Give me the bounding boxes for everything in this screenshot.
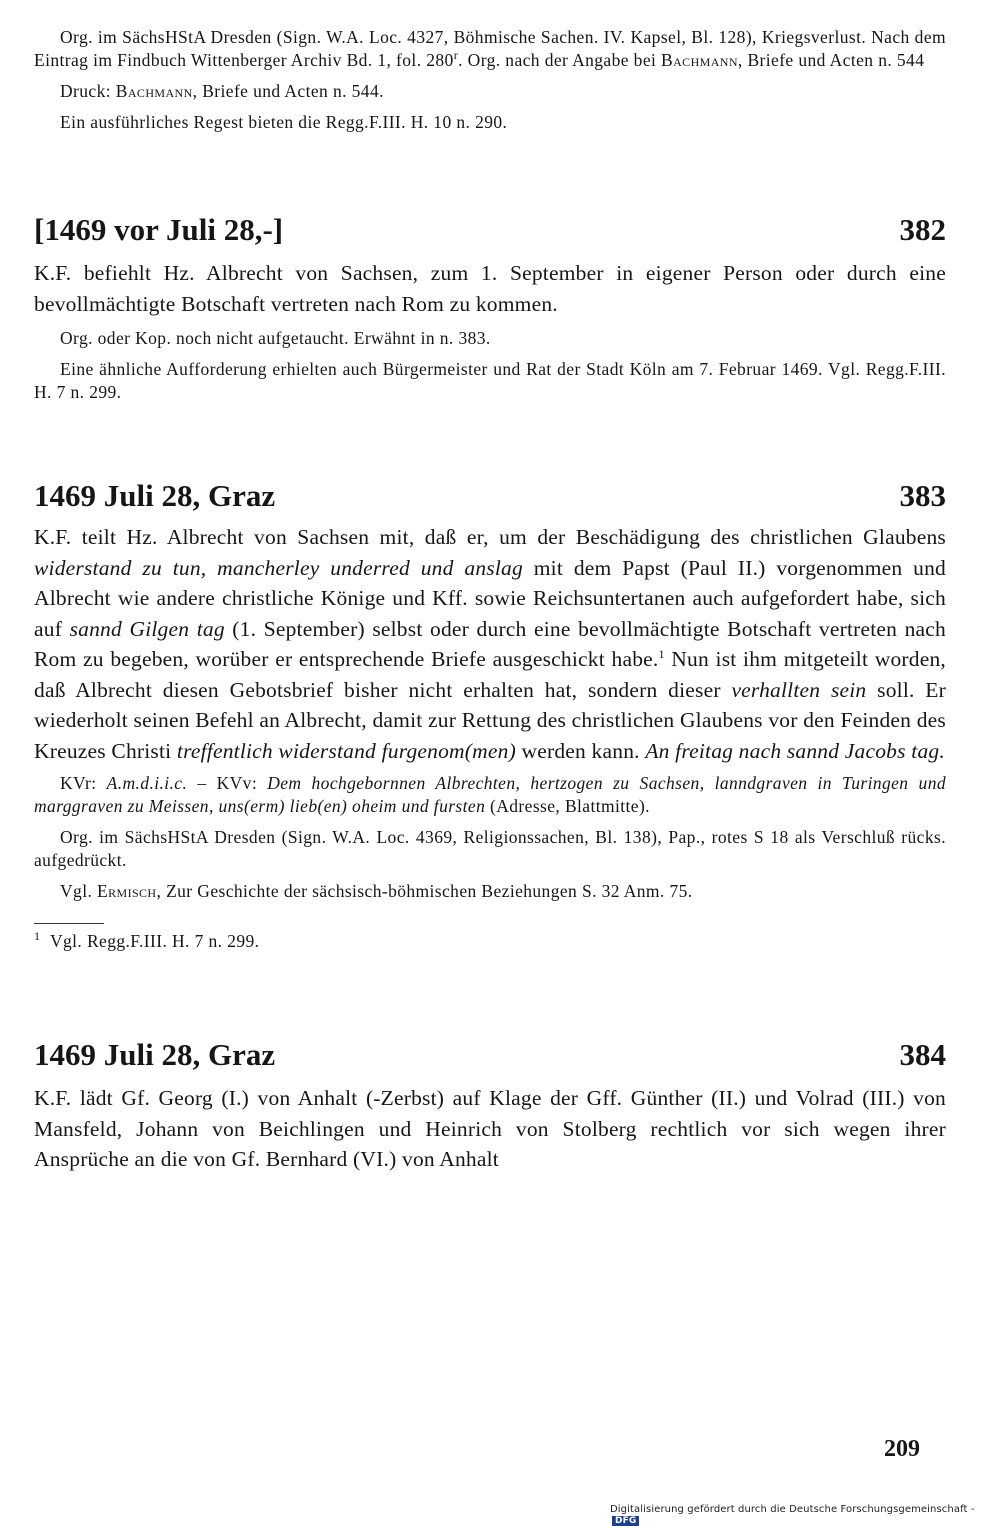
top-notes [34, 26, 946, 134]
top-org-note: Org. im SächsHStA Dresden (Sign. W.A. Loc. 4327, Böhmische Sachen. IV. Kapsel, Bl. 128), Kriegsverlust. Nach dem Eintrag im Findbuch Wittenberger Archiv Bd. 1, fol. 280$^r$. Org. nach der Angabe bei Bachmann, Briefe und Acten n. 544 [34, 27, 946, 70]
entry-383-org-note: Org. im SächsHStA Dresden (Sign. W.A. Loc. 4369, Religionssachen, Bl. 138), Pap., rotes S 18 als Verschluß rücks. aufgedrückt. [34, 827, 946, 870]
top-druck-note: Druck: Bachmann, Briefe und Acten n. 544. [60, 81, 384, 101]
entry-382-date: [1469 vor Juli 28,-] [34, 212, 284, 247]
footnote-marker[interactable]: 1 [658, 646, 665, 661]
entry-383 [34, 478, 946, 953]
entry-383-heading [34, 478, 946, 514]
entry-383-vgl-note: Vgl. Ermisch, Zur Geschichte der sächsisch-böhmischen Beziehungen S. 32 Anm. 75. [60, 881, 693, 901]
entry-382-text: K.F. befiehlt Hz. Albrecht von Sachsen, zum 1. September in eigener Person oder durch eine bevollmächtigte Botschaft vertreten nach Rom zu kommen. [34, 261, 946, 316]
entry-384-heading [34, 1037, 946, 1073]
entry-382-heading [34, 212, 946, 248]
entry-382-number: 382 [899, 212, 946, 247]
entry-384-text: K.F. lädt Gf. Georg (I.) von Anhalt (-Zerbst) auf Klage der Gff. Günther (II.) und Volrad (III.) von Mansfeld, Johann von Beichlingen und Heinrich von Stolberg rechtlich vor sich wegen ihrer Ansprüche an die von Gf. Bernhard (VI.) von Anhalt [34, 1086, 946, 1171]
entry-384-number: 384 [899, 1037, 946, 1072]
page-number: 209 [884, 1436, 920, 1462]
entry-383-number: 383 [899, 478, 946, 513]
entry-383-kv-note: KVr: A.m.d.i.i.c. – KVv: Dem hochgebornnen Albrechten, hertzogen zu Sachsen, lanndgraven in Turingen und marggraven zu Meissen, uns(erm) lieb(en) oheim und fursten (Adresse, Blattmitte). [34, 773, 946, 816]
entry-382-note-org: Org. oder Kop. noch nicht aufgetaucht. Erwähnt in n. 383. [60, 328, 491, 348]
top-regest-note: Ein ausführliches Regest bieten die Regg.F.III. H. 10 n. 290. [60, 112, 508, 132]
page-content [34, 26, 946, 1175]
entry-383-date: 1469 Juli 28, Graz [34, 478, 276, 513]
entry-382 [34, 212, 946, 404]
footnote-rule [34, 923, 104, 924]
entry-383-text: K.F. teilt Hz. Albrecht von Sachsen mit, daß er, um der Beschädigung des christlichen Glaubens widerstand zu tun, mancherley underred und anslag mit dem Papst (Paul II.) vorgenommen und Albrecht wie andere christliche Könige und Kff. sowie Reichsuntertanen auch aufgefordert habe, sich auf sannd Gilgen tag (1. September) selbst oder durch eine bevollmächtigte Botschaft vertreten nach Rom zu begeben, worüber er entsprechende Briefe ausgeschickt habe.$^1$ Nun ist ihm mitgeteilt worden, daß Albrecht diesen Gebotsbrief bisher nicht erhalten hat, sondern dieser verhallten sein soll. Er wiederholt seinen Befehl an Albrecht, damit zur Rettung des christlichen Glaubens vor den Feinden des Kreuzes Christi treffentlich widerstand furgenom(men) werden kann. An freitag nach sannd Jacobs tag. [34, 525, 946, 763]
entry-382-note-similar: Eine ähnliche Aufforderung erhielten auch Bürgermeister und Rat der Stadt Köln am 7. Februar 1469. Vgl. Regg.F.III. H. 7 n. 299. [34, 359, 946, 402]
dfg-logo: DFG [612, 1516, 639, 1526]
dfg-credit: Digitalisierung gefördert durch die Deutsche Forschungsgemeinschaft - DFG [610, 1504, 975, 1526]
entry-384-date: 1469 Juli 28, Graz [34, 1037, 276, 1072]
entry-384 [34, 1037, 946, 1175]
footnote-1: $^1$ Vgl. Regg.F.III. H. 7 n. 299. [34, 929, 260, 951]
